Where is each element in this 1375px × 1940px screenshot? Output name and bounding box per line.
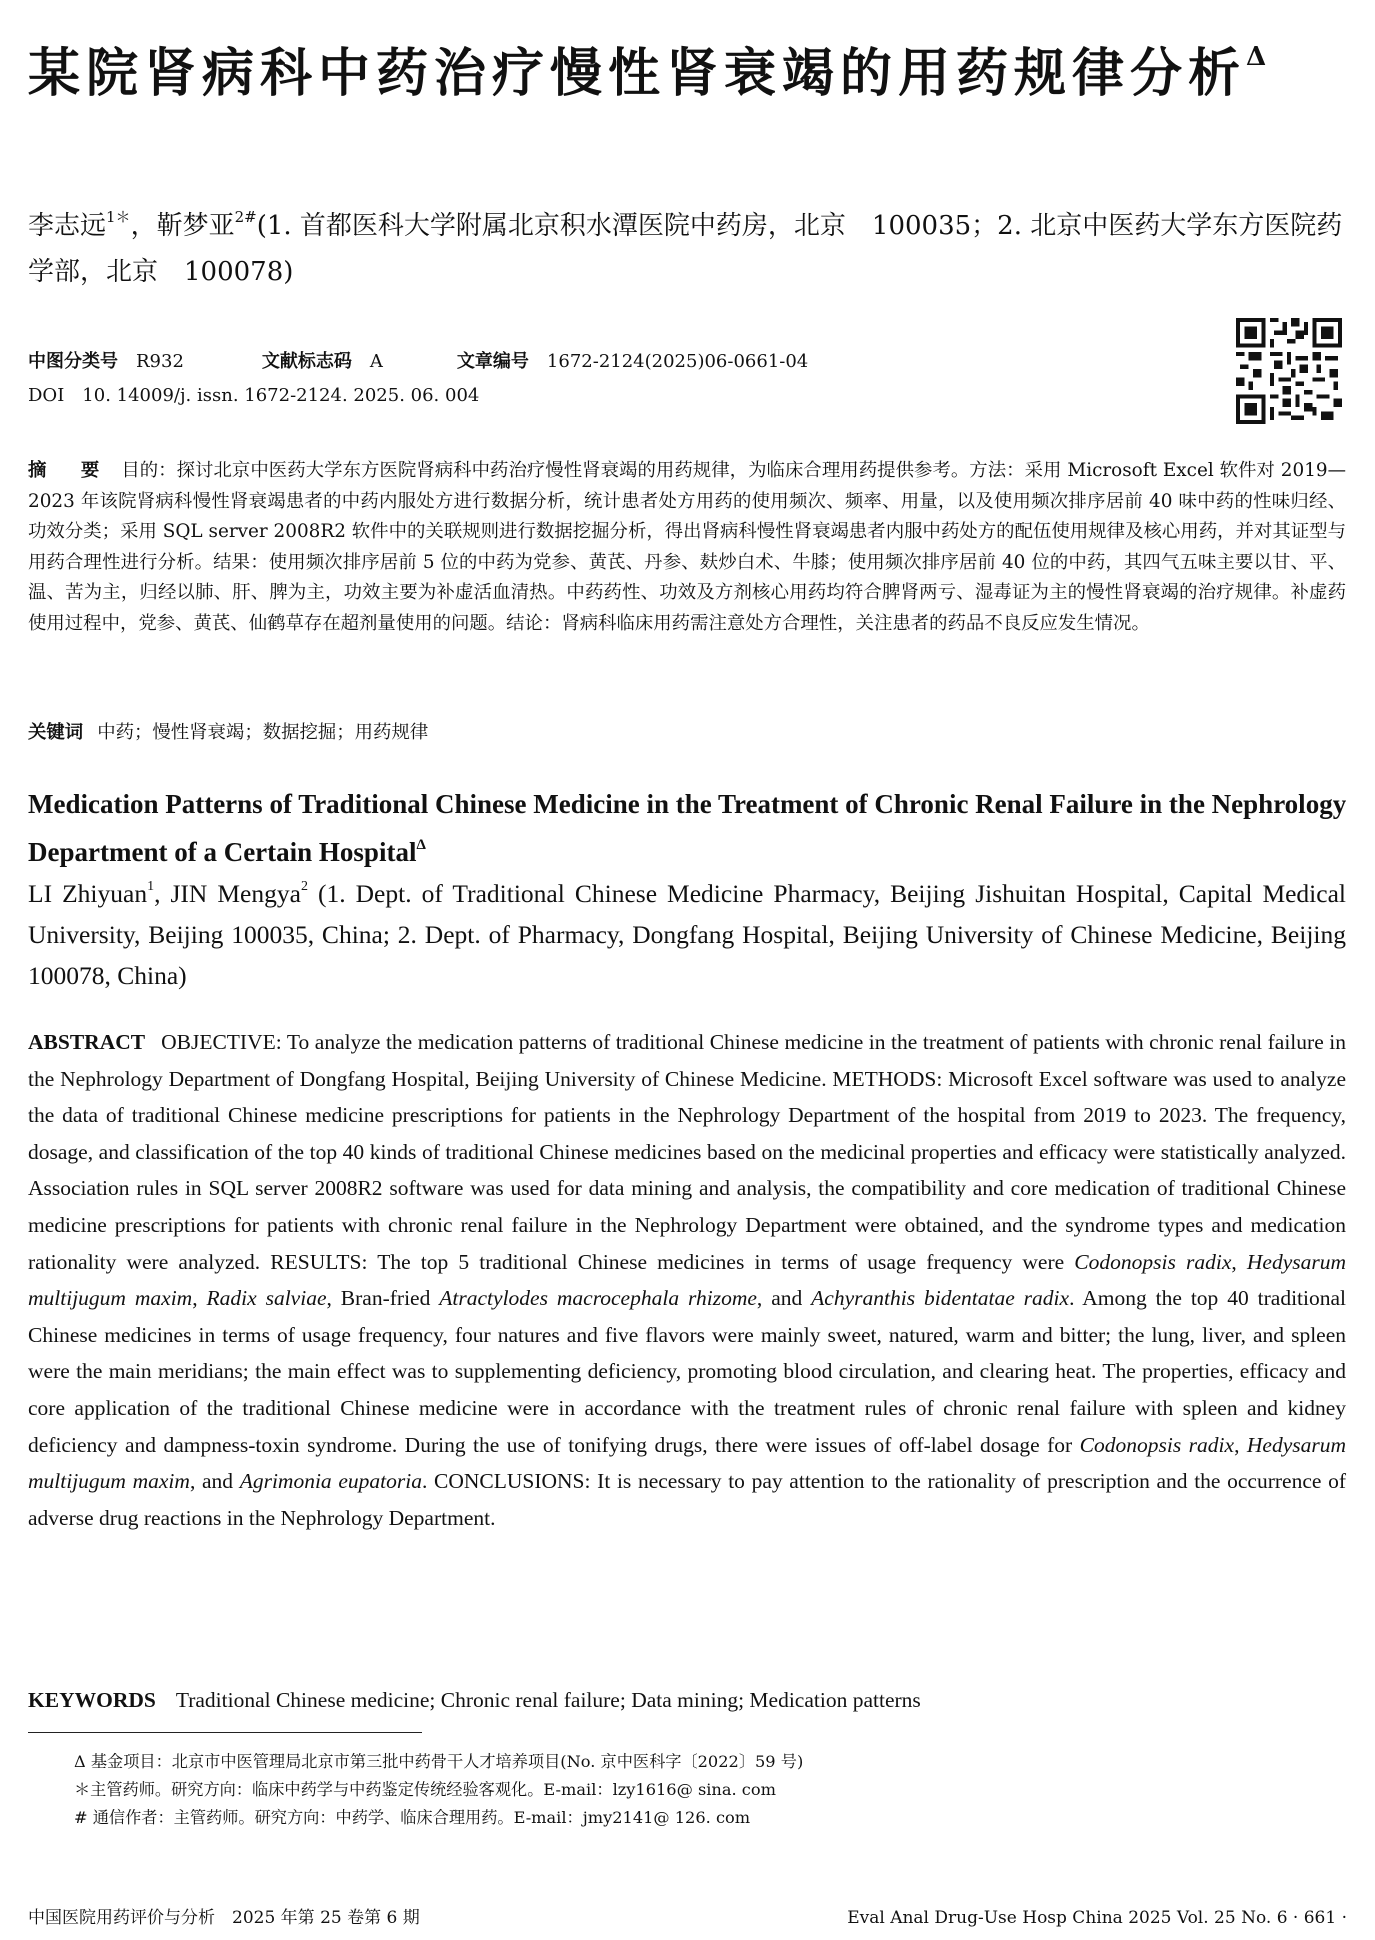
footnote-corresponding: # 通信作者：主管药师。研究方向：中药学、临床合理用药。E-mail：jmy2141@ 126. com (74, 1808, 751, 1827)
herb-name: Agrimonia eupatoria (239, 1469, 422, 1494)
english-affiliation: (1. Dept. of Traditional Chinese Medicine Pharmacy, Beijing Jishuitan Hospital, Capital Medical University, Beijing 100035, China; 2. Dept. of Pharmacy, Dongfang Hospital, Beijing University of Chinese Medicine, Beijing 100078, China) (28, 879, 1346, 990)
chinese-authors (28, 194, 1348, 295)
footnote-author-1: ＊主管药师。研究方向：临床中药学与中药鉴定传统经验客观化。E-mail：lzy1616@ sina. com (74, 1780, 776, 1799)
article-no-value: 1672-2124(2025)06-0661-04 (546, 351, 809, 372)
chinese-keywords (28, 718, 1346, 748)
english-abstract-part-2: . Among the top 40 traditional Chinese medicines in terms of usage frequency, four natures and five flavors were mainly sweet, natured, warm and bitter; the lung, liver, and spleen were the main meridians; the main effect was to supplementing deficiency, promoting blood circulation, and clearing heat. The properties, efficacy and core application of the traditional Chinese medicine were in accordance with the treatment rules of chronic renal failure with spleen and kidney deficiency and dampness-toxin syndrome. During the use of tonifying drugs, there were issues of off-label dosage for (28, 1286, 1347, 1457)
journal-footer-cn: 中国医院用药评价与分析 2025 年第 25 卷第 6 期 (28, 1908, 420, 1928)
chinese-affiliation: (1. 首都医科大学附属北京积水潭医院中药房，北京 100035；2. 北京中医药大学东方医院药学部，北京 100078) (28, 211, 1343, 287)
english-keywords (28, 1684, 1346, 1716)
doc-code-label: 文献标志码 (261, 351, 352, 372)
article-no-label: 文章编号 (456, 351, 529, 372)
herb-name: Achyranthis bidentatae radix (811, 1286, 1070, 1311)
author-1-sup: 1＊ (106, 208, 131, 226)
clc-value: R932 (136, 351, 184, 372)
separator: , and (756, 1286, 812, 1311)
herb-name: Hedysarum multijugum maxim (28, 1432, 1347, 1494)
chinese-abstract-text: 目的：探讨北京中医药大学东方医院肾病科中药治疗慢性肾衰竭的用药规律，为临床合理用药提供参考。方法：采用 Microsoft Excel 软件对 2019—2023 年该院肾病科慢性肾衰竭患者的中药内服处方进行数据分析，统计患者处方用药的使用频次、频率、用量，以及使用频次排序居前 40 味中药的性味归经、功效分类；采用 SQL server 2008R2 软件中的关联规则进行数据挖掘分析，得出肾病科慢性肾衰竭患者内服中药处方的配伍使用规律及核心用药，并对其证型与用药合理性进行分析。结果：使用频次排序居前 5 位的中药为党参、黄芪、丹参、麸炒白术、牛膝；使用频次排序居前 40 位的中药，其四气五味主要以甘、平、温、苦为主，归经以肺、肝、脾为主，功效主要为补虚活血清热。中药药性、功效及方剂核心用药均符合脾肾两亏、湿毒证为主的慢性肾衰竭的治疗规律。补虚药使用过程中，党参、黄芪、仙鹤草存在超剂量使用的问题。结论：肾病科临床用药需注意处方合理性，关注患者的药品不良反应发生情况。 (28, 460, 1346, 634)
english-keywords-text: Traditional Chinese medicine; Chronic renal failure; Data mining; Medication patterns (175, 1688, 921, 1712)
english-authors (28, 866, 1346, 996)
chinese-title-text: 某院肾病科中药治疗慢性肾衰竭的用药规律分析 (28, 43, 1247, 104)
herb-name: Radix salviae (206, 1286, 327, 1311)
english-abstract-label: ABSTRACT (28, 1030, 146, 1054)
clc-label: 中图分类号 (28, 351, 118, 372)
classification-line (28, 348, 808, 376)
english-title-text: Medication Patterns of Traditional Chinese Medicine in the Treatment of Chronic Renal Failure in the Nephrology Department of a Certain Hospital (28, 789, 1347, 867)
chinese-abstract-label: 摘 要 (28, 460, 108, 481)
herb-name: Atractylodes macrocephala rhizome (439, 1286, 757, 1311)
herb-name: Hedysarum multijugum maxim (28, 1249, 1346, 1311)
author-1-name: 李志远 (28, 211, 107, 241)
chinese-keywords-text: 中药；慢性肾衰竭；数据挖掘；用药规律 (97, 722, 429, 743)
english-abstract-part-3: . CONCLUSIONS: It is necessary to pay attention to the rationality of prescription and the occurrence of adverse drug reactions in the Nephrology Department. (28, 1469, 1346, 1530)
herb-name: Codonopsis radix (1079, 1432, 1235, 1457)
journal-footer-en: Eval Anal Drug-Use Hosp China 2025 Vol. 25 No. 6 · 661 · (847, 1908, 1347, 1928)
separator: , (192, 1286, 207, 1311)
english-keywords-label: KEYWORDS (28, 1688, 156, 1712)
title-funding-mark: Δ (1246, 42, 1273, 72)
separator: , Bran-fried (326, 1286, 440, 1311)
separator: , and (189, 1469, 240, 1494)
separator: , (1231, 1249, 1247, 1274)
english-title (28, 784, 1348, 873)
english-author-1-sup: 1 (147, 879, 155, 894)
chinese-keywords-label: 关键词 (28, 722, 84, 743)
separator: , (1234, 1432, 1247, 1457)
doc-code-value: A (369, 351, 383, 372)
english-author-1: LI Zhiyuan (28, 879, 148, 908)
footnote-funding: Δ 基金项目：北京市中医管理局北京市第三批中药骨干人才培养项目(No. 京中医科字〔2022〕59 号) (74, 1752, 804, 1771)
chinese-abstract (28, 456, 1346, 640)
english-abstract (28, 1024, 1346, 1536)
footnote-divider (28, 1732, 422, 1733)
chinese-title (28, 18, 1348, 113)
english-title-funding-mark: Δ (416, 837, 426, 853)
author-2-name: ，靳梦亚 (130, 211, 235, 241)
qr-code-icon (1236, 318, 1342, 424)
author-2-sup: 2# (234, 208, 257, 226)
english-author-2-sup: 2 (300, 879, 308, 894)
doi-line: DOI 10. 14009/j. issn. 1672-2124. 2025. 06. 004 (28, 385, 480, 406)
english-author-2: , JIN Mengya (154, 879, 301, 908)
herb-name: Codonopsis radix (1074, 1249, 1232, 1274)
english-abstract-part-1: OBJECTIVE: To analyze the medication patterns of traditional Chinese medicine in the treatment of patients with chronic renal failure in the Nephrology Department of Dongfang Hospital, Beijing University of Chinese Medicine. METHODS: Microsoft Excel software was used to analyze the data of traditional Chinese medicine prescriptions for patients in the Nephrology Department of the hospital from 2019 to 2023. The frequency, dosage, and classification of the top 40 kinds of traditional Chinese medicines based on the medicinal properties and efficacy were statistically analyzed. Association rules in SQL server 2008R2 software was used for data mining and analysis, the compatibility and core medication of traditional Chinese medicine prescriptions for patients with chronic renal failure in the Nephrology Department were obtained, and the syndrome types and medication rationality were analyzed. RESULTS: The top 5 traditional Chinese medicines in terms of usage frequency were (28, 1030, 1346, 1274)
